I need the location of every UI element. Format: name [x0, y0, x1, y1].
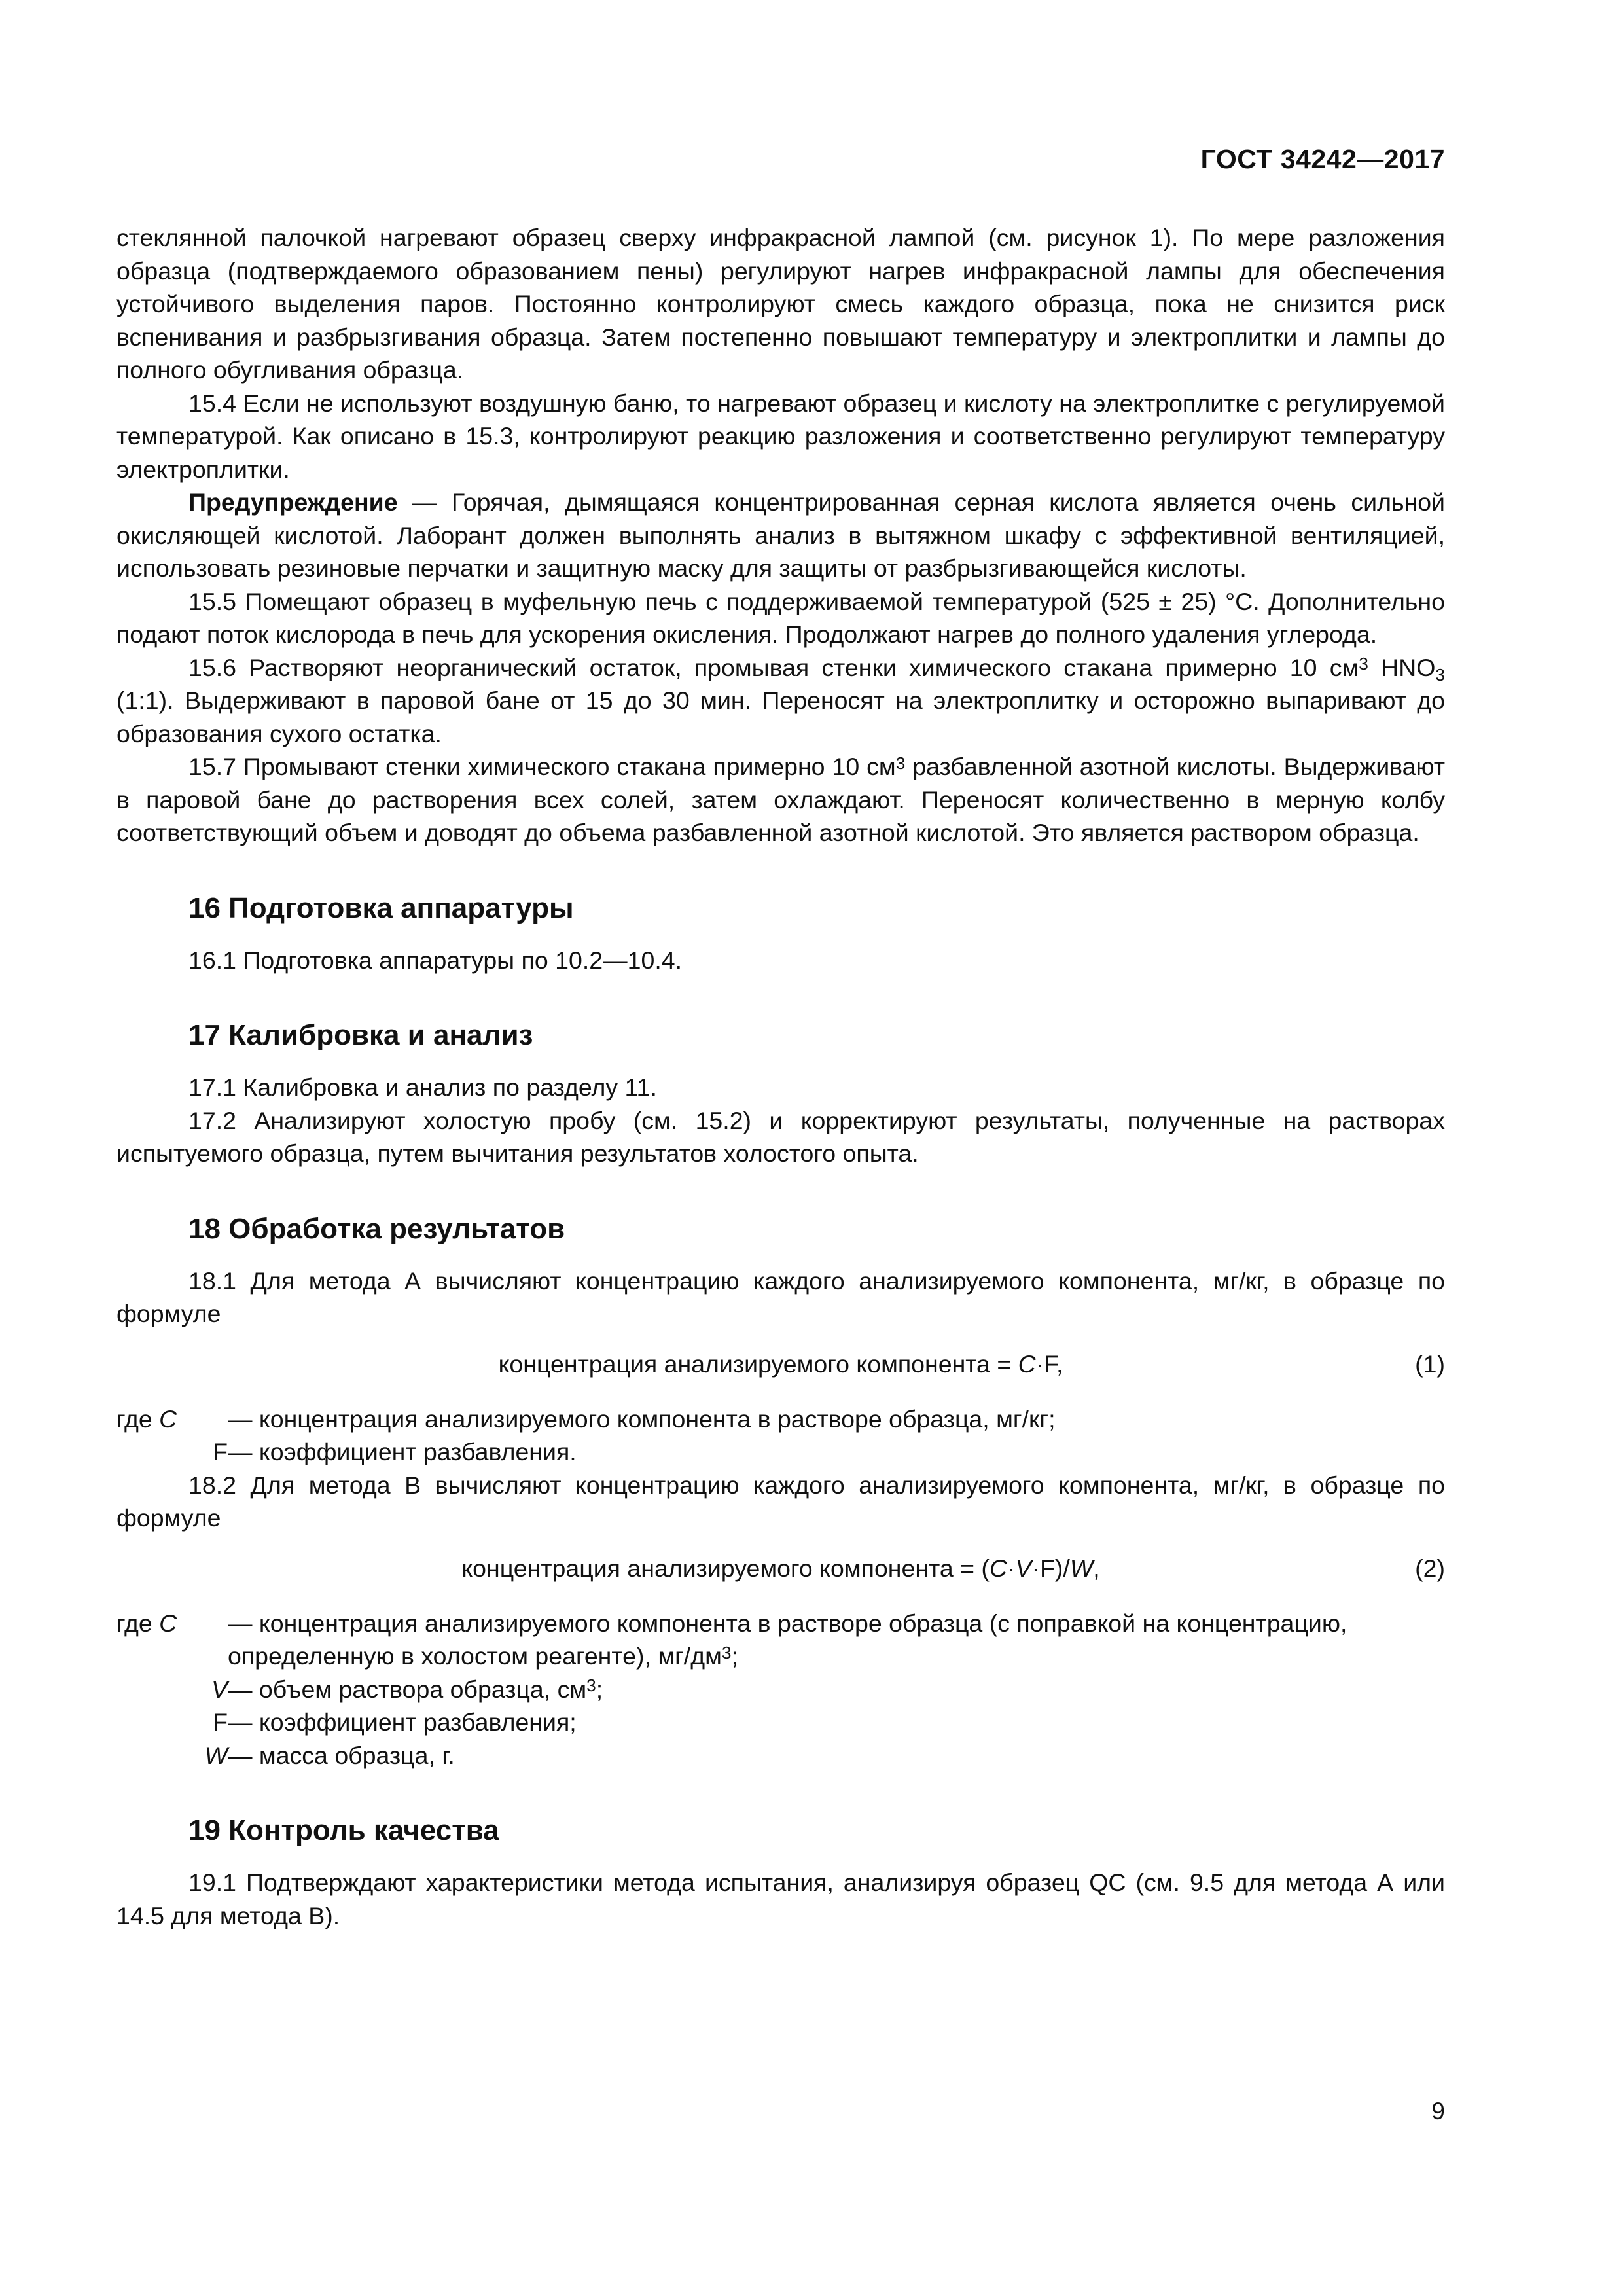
formula-2-expression [116, 1552, 1445, 1585]
p15-6-sup: 3 [1359, 654, 1368, 674]
formula-2-v: V [1015, 1554, 1032, 1582]
formula-2-lhs: концентрация анализируемого компонента = ( [461, 1554, 990, 1582]
paragraph-19-1: 19.1 Подтверждают характеристики метода испытания, анализируя образец QC (см. 9.5 для метода А или 14.5 для метода В). [116, 1869, 1445, 1929]
warning-text: — Горячая, дымящаяся концентрированная серная кислота является очень сильной окисляющей кислотой. Лаборант должен выполнять анализ в вытяжном шкафу с эффективной вентиляцией, использовать резиновые перчатки и защитную маску для защиты от разбрызгивающейся кислоты. [116, 488, 1445, 582]
section-16-heading: 16 Подготовка аппаратуры [188, 891, 574, 924]
legend-2-def-c-end: ; [731, 1642, 738, 1670]
legend-2-def-w: — масса образца, г. [228, 1741, 455, 1769]
legend-2-term-c: где C [116, 1609, 177, 1637]
p15-7-sup: 3 [895, 753, 906, 773]
legend-2-def-c-sup: 3 [721, 1642, 732, 1662]
paragraph-17-2: 17.2 Анализируют холостую пробу (см. 15.2) и корректируют результаты, полученные на растворах испытуемого образца, путем вычитания результатов холостого опыта. [116, 1106, 1445, 1167]
legend-2-row-f [116, 1706, 1445, 1739]
legend-2-def-v-sup: 3 [586, 1676, 596, 1696]
paragraph-18-1: 18.1 Для метода А вычисляют концентрацию каждого анализируемого компонента, мг/кг, в образце по формуле [116, 1266, 1445, 1327]
legend-2-row-v [116, 1673, 1445, 1706]
formula-2-end: , [1093, 1554, 1100, 1582]
paragraph-15-4: 15.4 Если не используют воздушную баню, то нагревают образец и кислоту на электроплитке с регулируемой температурой. Как описано в 15.3, контролируют реакцию разложения и соответственно регулируют температуру электроплитки. [116, 389, 1445, 483]
p15-6-text-a: 15.6 Растворяют неорганический остаток, промывая стенки химического стакана примерно 10 см [188, 653, 1359, 681]
formula-1-number: (1) [1415, 1350, 1445, 1378]
legend-2-def-f: — коэффициент разбавления; [228, 1708, 577, 1736]
formula-2-mid: ·F)/ [1031, 1554, 1070, 1582]
p15-6-text-c: (1:1). Выдерживают в паровой бане от 15 до 30 мин. Переносят на электроплитку и осторожно выпаривают до образования сухого остатка. [116, 687, 1445, 747]
legend-1-row-c [116, 1403, 1445, 1436]
p15-7-text-b: разбавленной азотной кислоты. Выдерживают в паровой бане до растворения всех солей, затем охлаждают. Переносят количественно в мерную колбу соответствующий объем и доводят до объема разбавленной азотной кислотой. Это является раствором образца. [116, 753, 1445, 846]
legend-2-term-w: W [204, 1741, 228, 1769]
formula-1-expression [116, 1348, 1445, 1381]
paragraph-16-1: 16.1 Подготовка аппаратуры по 10.2—10.4. [188, 946, 683, 974]
legend-2-term-v: V [211, 1675, 228, 1703]
formula-1-lhs: концентрация анализируемого компонента = [498, 1350, 1018, 1378]
formula-1 [116, 1348, 1445, 1386]
legend-1-term-f: F [213, 1438, 228, 1465]
p15-6-text-b: HNO [1368, 653, 1436, 681]
warning-paragraph [116, 486, 1445, 585]
paragraph-15-6 [116, 651, 1445, 751]
legend-2-def-v-end: ; [596, 1675, 603, 1703]
legend-2 [116, 1607, 1445, 1772]
legend-2-def-v-text: — объем раствора образца, см [228, 1675, 587, 1703]
paragraph-15-5: 15.5 Помещают образец в муфельную печь с поддерживаемой температурой (525 ± 25) °С. Дополнительно подают поток кислорода в печь для ускорения окисления. Продолжают нагрев до полного удаления углерода. [116, 587, 1445, 648]
section-17-heading: 17 Калибровка и анализ [188, 1019, 533, 1051]
paragraph-15-7 [116, 750, 1445, 850]
standard-header: ГОСТ 34242—2017 [1200, 144, 1445, 174]
formula-2-w: W [1069, 1554, 1094, 1582]
legend-2-row-c [116, 1607, 1445, 1673]
formula-2-number: (2) [1415, 1554, 1445, 1582]
legend-2-def-c-text: — концентрация анализируемого компонента в растворе образца (с поправкой на концентрацию, определенную в холостом реагенте), мг/дм [228, 1609, 1347, 1670]
legend-1-term-c: где C [116, 1405, 177, 1433]
paragraph-17-1: 17.1 Калибровка и анализ по разделу 11. [188, 1073, 657, 1101]
legend-1-row-f [116, 1435, 1445, 1469]
paragraph-18-2: 18.2 Для метода В вычисляют концентрацию каждого анализируемого компонента, мг/кг, в образце по формуле [116, 1471, 1445, 1532]
legend-1 [116, 1403, 1445, 1469]
p15-7-text-a: 15.7 Промывают стенки химического стакана примерно 10 см [188, 753, 896, 780]
formula-2 [116, 1552, 1445, 1590]
formula-1-c: C [1018, 1350, 1036, 1378]
warning-label: Предупреждение [188, 488, 398, 516]
page-number: 9 [1431, 2098, 1445, 2125]
page-body [116, 221, 1445, 1932]
legend-2-row-w [116, 1739, 1445, 1772]
continued-paragraph: стеклянной палочкой нагревают образец сверху инфракрасной лампой (см. рисунок 1). По мере разложения образца (подтверждаемого образованием пены) регулируют нагрев инфракрасной лампы для обеспечения устойчивого выделения паров. Постоянно контролируют смесь каждого образца, пока не снизится риск вспенивания и разбрызгивания образца. Затем постепенно повышают температуру и электроплитки и лампы до полного обугливания образца. [116, 224, 1445, 384]
formula-1-rest: ·F, [1035, 1350, 1063, 1378]
formula-2-c: C [989, 1554, 1007, 1582]
legend-1-def-f: — коэффициент разбавления. [228, 1438, 577, 1465]
section-19-heading: 19 Контроль качества [188, 1814, 499, 1846]
legend-2-def-v [228, 1673, 1445, 1706]
legend-2-def-c [228, 1607, 1445, 1673]
legend-2-term-f: F [213, 1708, 228, 1736]
legend-1-def-c: — концентрация анализируемого компонента в растворе образца, мг/кг; [228, 1405, 1056, 1433]
section-18-heading: 18 Обработка результатов [188, 1212, 565, 1245]
formula-2-dot: · [1007, 1554, 1016, 1582]
p15-6-sub: 3 [1435, 665, 1445, 685]
